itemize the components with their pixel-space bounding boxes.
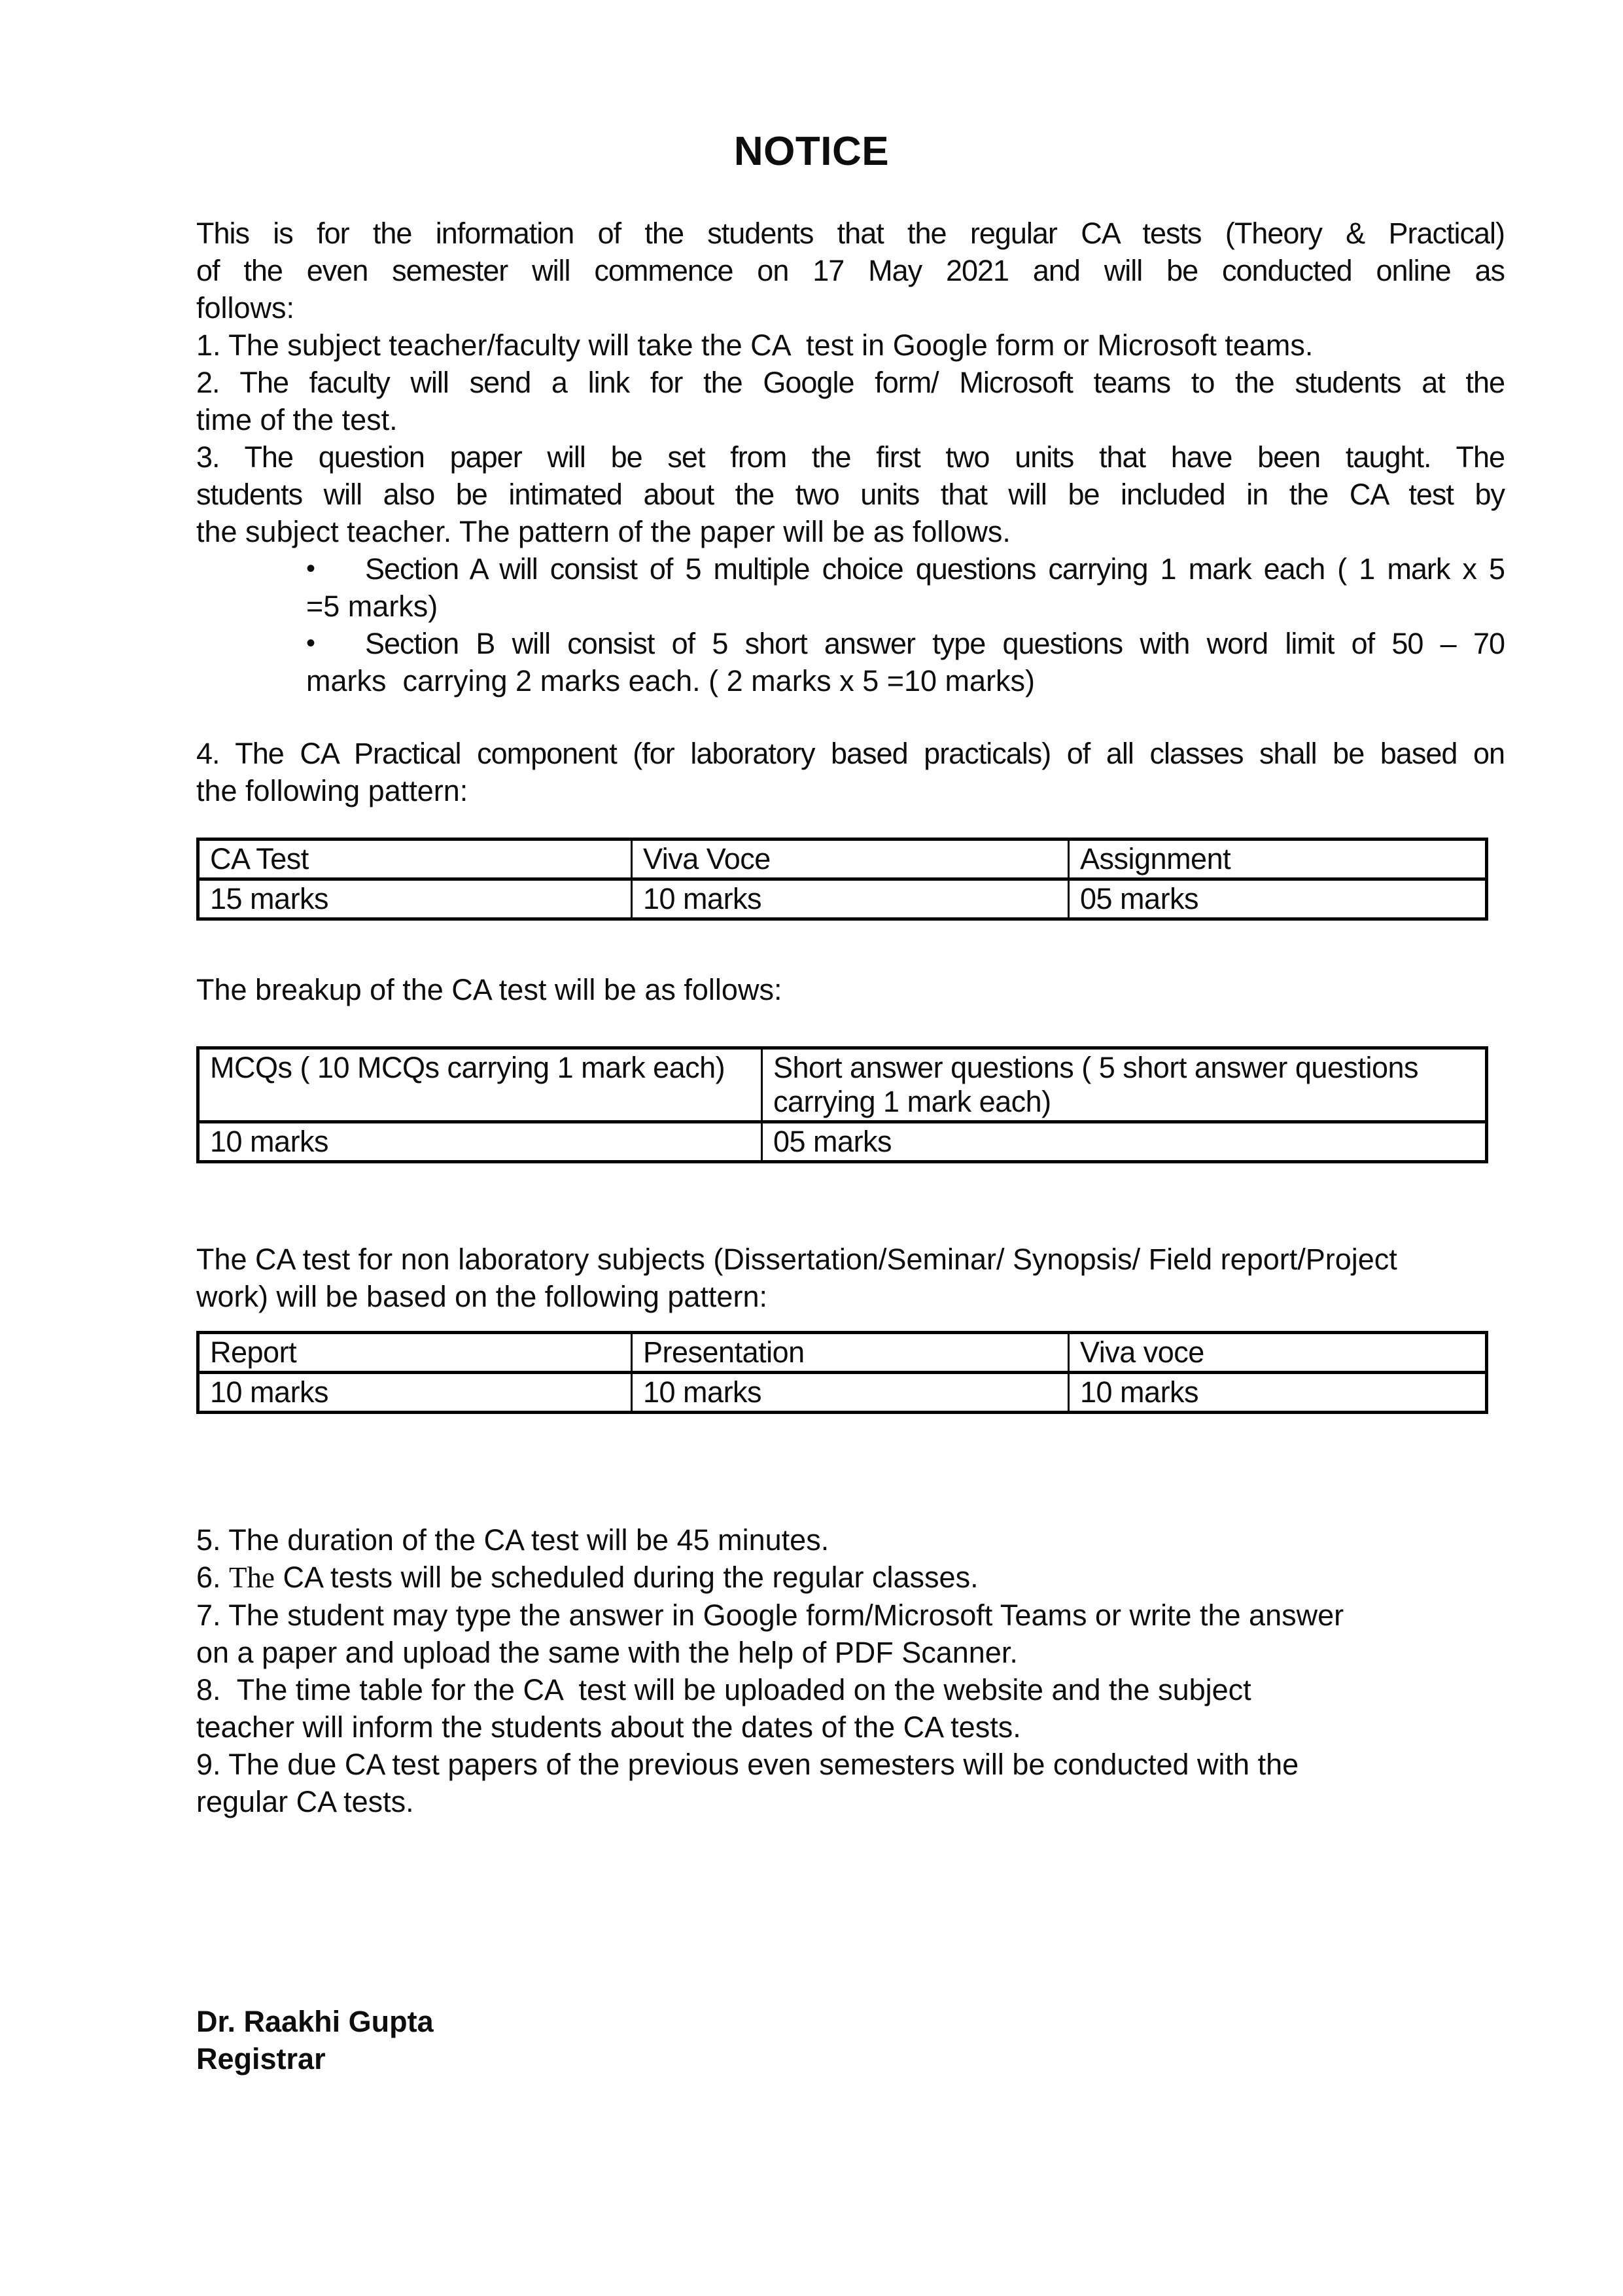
table-header-row bbox=[198, 1333, 1487, 1373]
item6-serif-word: The bbox=[229, 1561, 275, 1594]
table-header-cell: Viva Voce bbox=[632, 839, 1069, 879]
table-header-cell: Viva voce bbox=[1069, 1333, 1487, 1373]
table-header-cell: Assignment bbox=[1069, 839, 1487, 879]
bullet-line: =5 marks) bbox=[306, 590, 438, 623]
nonlab-table bbox=[196, 1331, 1488, 1414]
bullet-icon: • bbox=[306, 554, 316, 583]
paragraph-line: 3. The question paper will be set from the first two units that have been taught. The bbox=[196, 440, 1505, 474]
table-header-row bbox=[198, 1048, 1487, 1122]
paragraph-line: follows: bbox=[196, 291, 295, 325]
breakup-intro bbox=[196, 971, 1505, 1008]
paragraph-line: 2. The faculty will send a link for the Google form/ Microsoft teams to the students at the bbox=[196, 366, 1505, 399]
paragraph-line: The breakup of the CA test will be as follows: bbox=[196, 973, 782, 1006]
paragraph-line: of the even semester will commence on 17 May 2021 and will be conducted online as bbox=[196, 254, 1505, 287]
table-row bbox=[198, 879, 1487, 919]
page-title: NOTICE bbox=[733, 129, 890, 174]
list-item-7-wrap: on a paper and upload the same with the help of PDF Scanner. bbox=[196, 1636, 1018, 1669]
list-item-8-wrap: teacher will inform the students about the dates of the CA tests. bbox=[196, 1710, 1021, 1744]
table-cell: 10 marks bbox=[632, 1373, 1069, 1413]
paragraph-line: work) will be based on the following pattern: bbox=[196, 1280, 767, 1313]
breakup-table bbox=[196, 1046, 1488, 1163]
table-cell: 15 marks bbox=[198, 879, 632, 919]
table-row bbox=[198, 1122, 1487, 1162]
table-cell: 05 marks bbox=[1069, 879, 1487, 919]
bullet-line bbox=[196, 625, 1505, 662]
item6-number: 6. bbox=[196, 1561, 230, 1594]
list-item-4 bbox=[196, 735, 1505, 809]
closing-items bbox=[196, 1521, 1505, 1820]
list-item-8: 8. The time table for the CA test will be uploaded on the website and the subject bbox=[196, 1673, 1251, 1706]
table-header-cell: Presentation bbox=[632, 1333, 1069, 1373]
signatory-name: Dr. Raakhi Gupta bbox=[196, 2005, 434, 2038]
list-item-9-wrap: regular CA tests. bbox=[196, 1785, 414, 1818]
table-row bbox=[198, 1373, 1487, 1413]
practical-marks-table-wrap bbox=[196, 838, 1505, 921]
nonlab-table-wrap bbox=[196, 1331, 1505, 1414]
list-item-2 bbox=[196, 364, 1505, 438]
bullet-item-section-b bbox=[196, 625, 1505, 699]
practical-marks-table bbox=[196, 838, 1488, 921]
nonlab-intro bbox=[196, 1241, 1505, 1315]
bullet-line bbox=[196, 550, 1505, 588]
bullet-text: Section A will consist of 5 multiple choice questions carrying 1 mark each ( 1 mark x 5 bbox=[365, 552, 1505, 586]
paragraph-line: students will also be intimated about the two units that will be included in the CA test by bbox=[196, 478, 1505, 511]
list-item-9: 9. The due CA test papers of the previous even semesters will be conducted with the bbox=[196, 1748, 1299, 1781]
paragraph-line: the following pattern: bbox=[196, 774, 468, 807]
paragraph-line: 1. The subject teacher/faculty will take the CA test in Google form or Microsoft teams. bbox=[196, 328, 1314, 362]
table-header-row bbox=[198, 839, 1487, 879]
table-cell: 10 marks bbox=[632, 879, 1069, 919]
bullet-text: Section B will consist of 5 short answer type questions with word limit of 50 – 70 bbox=[365, 627, 1505, 660]
table-cell: 10 marks bbox=[198, 1373, 632, 1413]
signature-block bbox=[196, 2003, 1505, 2077]
intro-paragraph bbox=[196, 215, 1505, 327]
breakup-table-wrap bbox=[196, 1046, 1505, 1163]
list-item-7: 7. The student may type the answer in Google form/Microsoft Teams or write the answer bbox=[196, 1598, 1344, 1632]
table-header-cell: Short answer questions ( 5 short answer questions carrying 1 mark each) bbox=[762, 1048, 1487, 1122]
signatory-role: Registrar bbox=[196, 2042, 326, 2075]
list-item-6 bbox=[196, 1559, 1505, 1597]
table-header-cell: Report bbox=[198, 1333, 632, 1373]
table-header-cell: MCQs ( 10 MCQs carrying 1 mark each) bbox=[198, 1048, 762, 1122]
item6-rest: CA tests will be scheduled during the regular classes. bbox=[275, 1561, 979, 1594]
paragraph-line: The CA test for non laboratory subjects (Dissertation/Seminar/ Synopsis/ Field report/Project bbox=[196, 1243, 1397, 1276]
table-cell: 10 marks bbox=[1069, 1373, 1487, 1413]
table-cell: 05 marks bbox=[762, 1122, 1487, 1162]
paragraph-line: the subject teacher. The pattern of the paper will be as follows. bbox=[196, 515, 1011, 548]
list-item-1 bbox=[196, 327, 1505, 364]
paragraph-line: This is for the information of the students that the regular CA tests (Theory & Practical) bbox=[196, 217, 1505, 250]
bullet-icon: • bbox=[306, 629, 316, 658]
bullet-item-section-a bbox=[196, 550, 1505, 625]
paragraph-line: time of the test. bbox=[196, 403, 398, 436]
bullet-line: marks carrying 2 marks each. ( 2 marks x 5 =10 marks) bbox=[306, 664, 1036, 698]
list-item-5: 5. The duration of the CA test will be 45 minutes. bbox=[196, 1523, 829, 1557]
table-header-cell: CA Test bbox=[198, 839, 632, 879]
paragraph-line: 4. The CA Practical component (for laboratory based practicals) of all classes shall be based on bbox=[196, 737, 1505, 770]
table-cell: 10 marks bbox=[198, 1122, 762, 1162]
list-item-3 bbox=[196, 438, 1505, 550]
